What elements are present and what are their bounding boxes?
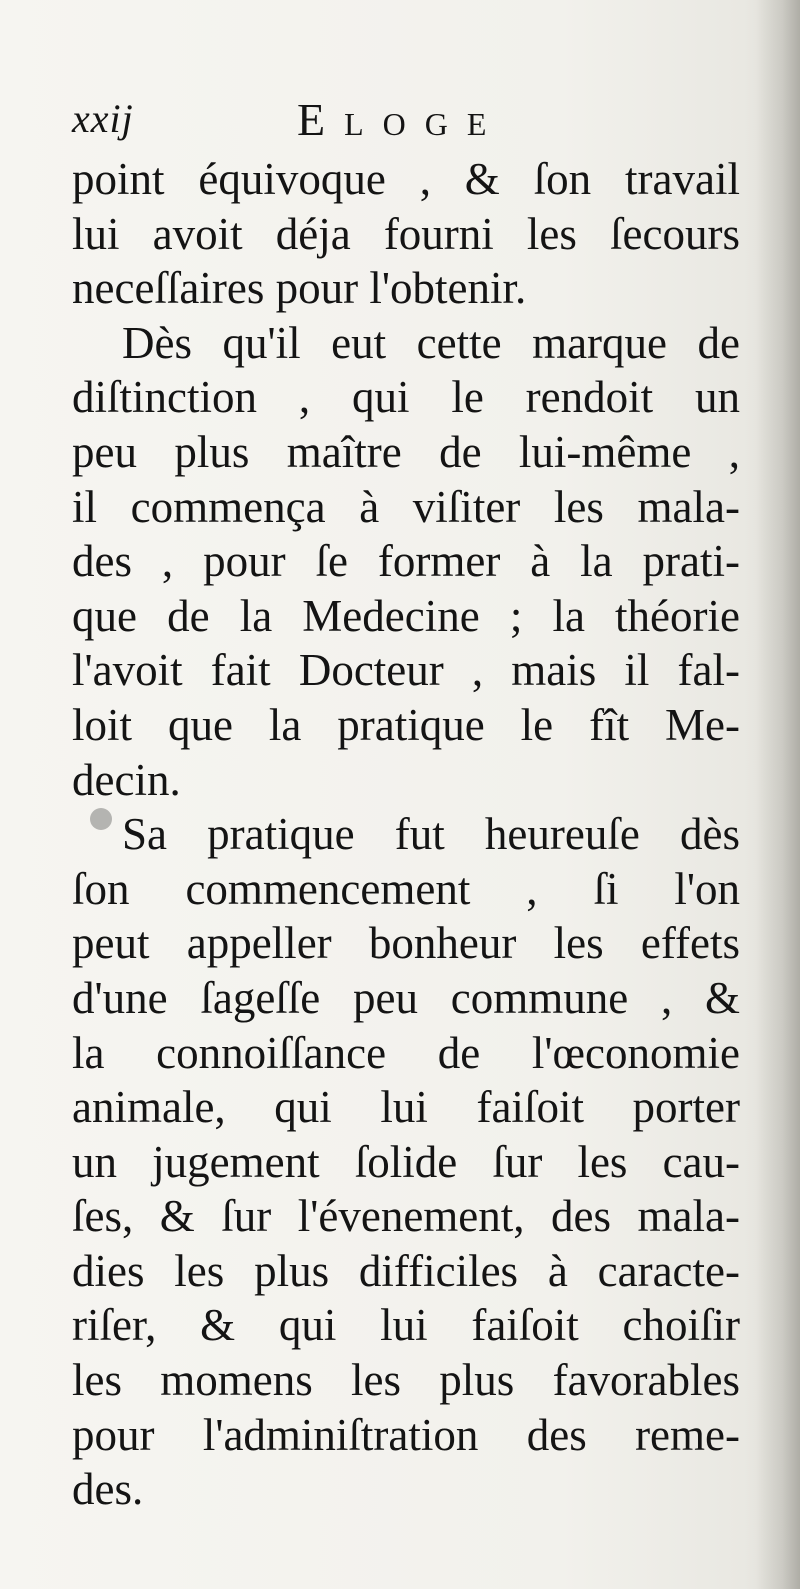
page-edge-shadow [756,0,800,1589]
text-line: riſer, & qui lui faiſoit choiſir [72,1300,740,1351]
text-line: point équivoque , & ſon travail [72,154,740,204]
running-title: Eloge [297,94,506,145]
text-line: pour l'adminiſtration des reme- [72,1409,740,1460]
text-line: lui avoit déja fourni les ſecours [72,208,740,259]
text-line: peut appeller bonheur les effets [72,918,740,969]
text-line: ſon commencement , ſi l'on [72,863,740,914]
text-line: d'une ſageſſe peu commune , & [72,972,740,1023]
text-line: les momens les plus favorables [72,1355,740,1406]
text-line: il commença à viſiter les mala- [72,481,740,532]
text-line: l'avoit fait Docteur , mais il fal- [72,645,740,696]
text-line: peu plus maître de lui-même , [72,426,740,477]
text-line: Sa pratique fut heureuſe dès [122,809,740,860]
text-line: animale, qui lui faiſoit porter [72,1082,740,1133]
text-line: decin. [72,754,181,805]
text-line: que de la Medecine ; la théorie [72,590,740,641]
text-line: dies les plus difficiles à caracte- [72,1245,740,1296]
text-line: ſes, & ſur l'évenement, des mala- [72,1191,740,1242]
text-line: Dès qu'il eut cette marque de [122,317,740,368]
text-line: loit que la pratique le fît Me- [72,699,740,750]
page-header [72,95,752,155]
text-line: diſtinction , qui le rendoit un [72,372,740,423]
text-line: des. [72,1464,144,1515]
text-line: des , pour ſe former à la prati- [72,536,740,587]
text-line: la connoiſſance de l'œconomie [72,1027,740,1078]
body-text [72,152,740,1517]
text-line: un jugement ſolide ſur les cau- [72,1136,740,1187]
text-line: neceſſaires pour l'obtenir. [72,263,527,314]
page-number: xxij [72,96,134,141]
ink-spot [90,808,112,830]
